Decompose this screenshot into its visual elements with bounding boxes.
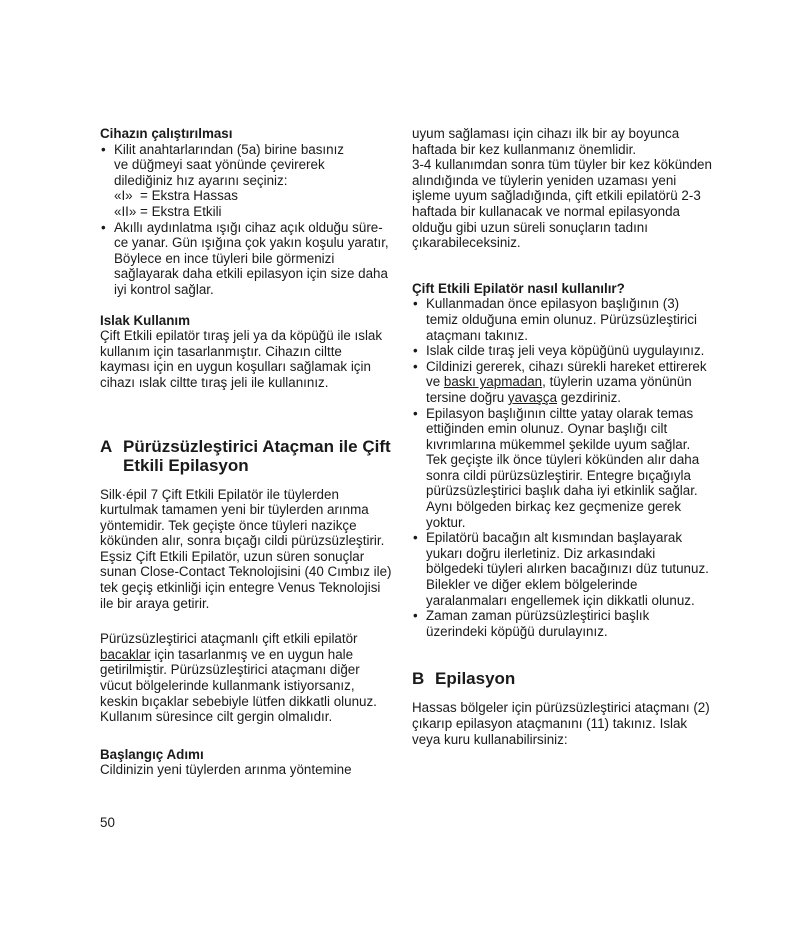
list-line: ve düğmeyi saat yönünde çevirerek bbox=[114, 157, 325, 173]
text-run: Pürüzsüzleştirici ataçmanlı çift etkili epilatör bbox=[100, 631, 358, 647]
paragraph-r1: uyum sağlaması için cihazı ilk bir ay boyunca haftada bir kez kullanmanız önemlidir. bbox=[412, 126, 680, 157]
heading-nasil-kullanilir: Çift Etkili Epilatör nasıl kullanılır? bbox=[412, 280, 625, 296]
paragraph-b: Hassas bölgeler için pürüzsüzleştirici ataçmanı (2) çıkarıp epilasyon ataçmanını (11) takınız. Islak veya kuru kullanabilirsiniz: bbox=[412, 700, 710, 747]
list-item bbox=[412, 359, 712, 406]
speed-setting-1: «I» = Ekstra Hassas bbox=[114, 188, 238, 204]
list-item: • Epilatörü bacağın alt kısmından başlayarak yukarı doğru ilerletiniz. Diz arkasındaki bölgedeki tüyleri alırken bacağınızı düz tutunuz. Bilekler ve diğer eklem bölgelerinde yaralanmaları engellemek için dikkatli olunuz. bbox=[412, 530, 712, 608]
right-column bbox=[412, 126, 712, 747]
list-item: • Islak cilde tıraş jeli veya köpüğünü uygulayınız. bbox=[412, 343, 712, 359]
text-run: , tüylerin uzama yönünün tersine doğru bbox=[426, 374, 692, 405]
underlined-text: bacaklar bbox=[100, 646, 151, 662]
operation-list bbox=[100, 142, 392, 298]
section-title: Epilasyon bbox=[435, 669, 516, 689]
heading-cihazin-calistirilmasi: Cihazın çalıştırılması bbox=[100, 126, 233, 141]
list-line: dilediğiniz hız ayarını seçiniz: bbox=[114, 172, 288, 188]
paragraph-baslangic: Cildinizin yeni tüylerden arınma yöntemine bbox=[100, 762, 352, 778]
paragraph-a2 bbox=[100, 631, 392, 725]
section-b-heading bbox=[412, 669, 712, 688]
list-item: • Kullanmadan önce epilasyon başlığının (3) temiz olduğuna emin olunuz. Pürüzsüzleştirici ataçmanı takınız. bbox=[412, 296, 712, 343]
list-item: • Akıllı aydınlatma ışığı cihaz açık olduğu sürece yanar. Gün ışığına çok yakın koşulu yaratır, Böylece en ince tüyleri bile görmenizi sağlayarak daha etkili epilasyon için size daha iyi kontrol sağlar. bbox=[100, 220, 392, 298]
underlined-text: baskı yapmadan bbox=[443, 374, 543, 390]
speed-setting-2: «II» = Ekstra Etkili bbox=[114, 203, 222, 219]
heading-baslangic-adimi: Başlangıç Adımı bbox=[100, 746, 204, 762]
underlined-text: yavaşça bbox=[507, 389, 558, 405]
left-column bbox=[100, 126, 392, 778]
section-letter: A bbox=[100, 436, 113, 456]
text-run: Cildinizi gererek, cihazı sürekli hareket ettirerek ve bbox=[426, 358, 707, 390]
list-item: • Zaman zaman pürüzsüzleştirici başlık üzerindeki köpüğü durulayınız. bbox=[412, 608, 712, 639]
paragraph-a1: Silk·épil 7 Çift Etkili Epilatör ile tüylerden kurtulmak tamamen yeni bir tüylerden arınma yöntemidir. Tek geçişte önce tüyleri nazikçe kökünden alır, sonra bıçağı cildi pürüzsüzleştirir. Eşsiz Çift Etkili Epilatör, uzun süren sonuçlar sunan Close-Contact Teknolojisini (40 Cımbız ile) tek geçiş etkinliği için entegre Venus Teknolojisi ile bir araya getirir. bbox=[100, 486, 392, 611]
heading-islak-kullanim: Islak Kullanım bbox=[100, 312, 191, 328]
page-number: 50 bbox=[100, 815, 115, 830]
text-run: için tasarlanmış ve en uygun hale getirilmiştir. Pürüzsüzleştirici ataçmanı diğer vücut bölgelerinde kullanmank istiyorsanız, keskin bıçaklar sebebiyle lütfen dikkatli olunuz. Kullanım süresince cilt gergin olmalıdır. bbox=[100, 646, 377, 725]
paragraph-islak: Çift Etkili epilatör tıraş jeli ya da köpüğü ile ıslak kullanım için tasarlanmıştır. Cihazın ciltte kayması için en uygun koşulları sağlamak için cihazı ıslak ciltte tıraş jeli ile kullanınız. bbox=[100, 328, 383, 390]
paragraph-r2: 3-4 kullanımdan sonra tüm tüyler bir kez kökünden alındığında ve tüylerin yeniden uzaması yeni işleme uyum sağladığında, çift etkili epilatörü 2-3 haftada bir kullanacak ve normal epilasyonda olduğu gibi uzun süreli sonuçların tadını çıkarabileceksiniz. bbox=[412, 157, 712, 251]
list-item bbox=[100, 142, 392, 220]
section-letter: B bbox=[412, 669, 425, 689]
usage-list bbox=[412, 296, 712, 639]
section-title: Pürüzsüzleştirici Ataçman ile Çift Etkili Epilasyon bbox=[123, 436, 391, 475]
list-line: • Kilit anahtarlarından (5a) birine basınız bbox=[114, 141, 345, 157]
section-a-heading bbox=[100, 437, 392, 475]
text-run: gezdiriniz. bbox=[557, 389, 622, 405]
list-item: • Epilasyon başlığının ciltte yatay olarak temas ettiğinden emin olunuz. Oynar başlığı cilt kıvrımlarına mükemmel şekilde uyum sağlar. Tek geçişte ilk önce tüyleri kökünden alır daha sonra cildi pürüzsüzleştirir. Entegre bıçağıyla pürüzsüzleştirici başlık daha iyi etkinlik sağlar. Aynı bölgeden birkaç kez geçmenize gerek yoktur. bbox=[412, 406, 712, 531]
